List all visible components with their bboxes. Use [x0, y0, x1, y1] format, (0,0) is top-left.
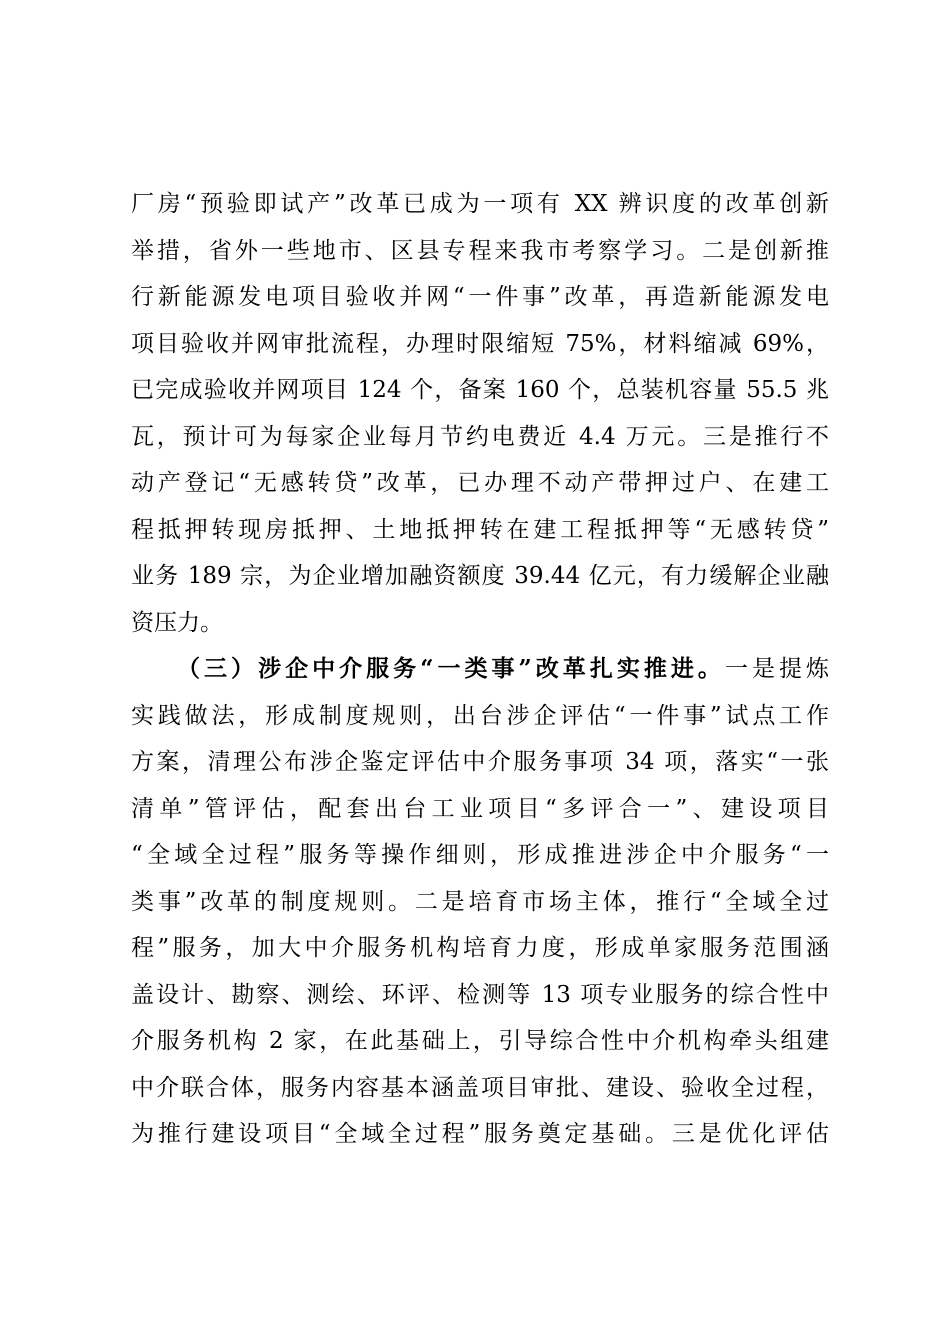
- paragraph-line: 清单”管评估，配套出台工业项目“多评合一”、建设项目: [131, 795, 829, 822]
- paragraph-line: 介服务机构 2 家，在此基础上，引导综合性中介机构牵头组建: [131, 1028, 829, 1054]
- paragraph-line: 实践做法，形成制度规则，出台涉企评估“一件事”试点工作: [131, 702, 829, 729]
- paragraph-line: 项目验收并网审批流程，办理时限缩短 75%，材料缩减 69%，: [131, 330, 829, 357]
- paragraph-line: 厂房“预验即试产”改革已成为一项有 XX 辨识度的改革创新: [131, 191, 829, 217]
- section-heading: （三）涉企中介服务“一类事”改革扎实推进。: [177, 655, 725, 682]
- paragraph-line: 已完成验收并网项目 124 个，备案 160 个，总装机容量 55.5 兆: [131, 377, 829, 403]
- paragraph-line: “全域全过程”服务等操作细则，形成推进涉企中介服务“一: [131, 842, 829, 868]
- paragraph-reform-results: [131, 181, 829, 646]
- document-body: [131, 181, 829, 1158]
- paragraph-line: 为推行建设项目“全域全过程”服务奠定基础。三是优化评估: [131, 1121, 829, 1147]
- paragraph-first-line: [131, 646, 829, 693]
- paragraph-line: 盖设计、勘察、测绘、环评、检测等 13 项专业服务的综合性中: [131, 981, 829, 1008]
- paragraph-line: 业务 189 宗，为企业增加融资额度 39.44 亿元，有力缓解企业融: [131, 563, 829, 589]
- paragraph-line: 行新能源发电项目验收并网“一件事”改革，再造新能源发电: [131, 284, 829, 310]
- paragraph-line: 资压力。: [131, 609, 223, 636]
- paragraph-intermediary-services: [131, 646, 829, 1158]
- paragraph-line: 动产登记“无感转贷”改革，已办理不动产带押过户、在建工: [131, 470, 829, 496]
- paragraph-line: 类事”改革的制度规则。二是培育市场主体，推行“全域全过: [131, 888, 829, 915]
- paragraph-line: 程抵押转现房抵押、土地抵押转在建工程抵押等“无感转贷”: [131, 516, 829, 543]
- paragraph-line: 瓦，预计可为每家企业每月节约电费近 4.4 万元。三是推行不: [131, 423, 829, 450]
- paragraph-line: 程”服务，加大中介服务机构培育力度，形成单家服务范围涵: [131, 935, 829, 961]
- paragraph-line: 方案，清理公布涉企鉴定评估中介服务事项 34 项，落实“一张: [131, 749, 829, 775]
- paragraph-line: 举措，省外一些地市、区县专程来我市考察学习。二是创新推: [131, 237, 829, 264]
- paragraph-line-rest: 一是提炼: [724, 656, 830, 682]
- paragraph-line: 中介联合体，服务内容基本涵盖项目审批、建设、验收全过程，: [131, 1074, 829, 1101]
